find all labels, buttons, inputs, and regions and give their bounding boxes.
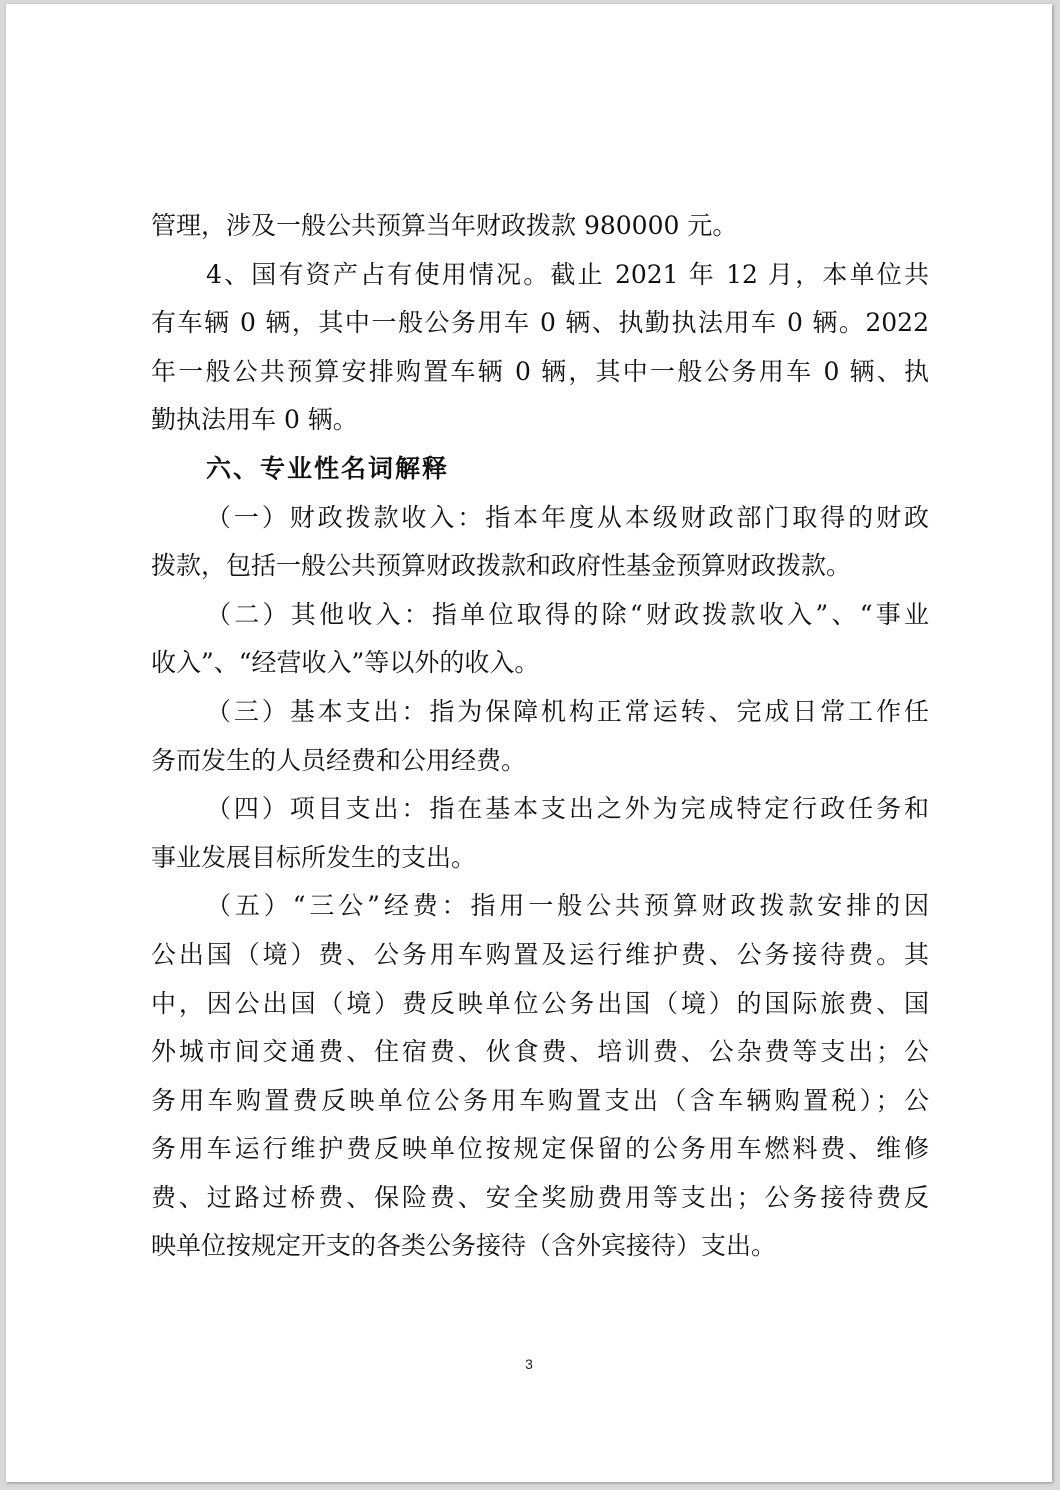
text-line: 公出国（境）费、公务用车购置及运行维护费、公务接待费。其 [151,939,929,969]
document-body [151,202,929,1271]
text-line: （二）其他收入：指单位取得的除“财政拨款收入”、“事业 [206,599,929,629]
text-line: 外城市间交通费、住宿费、伙食费、培训费、公杂费等支出；公 [151,1037,929,1067]
text-line: 有车辆 0 辆，其中一般公务用车 0 辆、执勤执法用车 0 辆。2022 [151,308,929,338]
section-heading: 六、专业性名词解释 [206,453,450,483]
text-line: 勤执法用车 0 辆。 [151,405,358,435]
text-line: 映单位按规定开支的各类公务接待（含外宾接待）支出。 [151,1231,777,1261]
text-line: 务用车运行维护费反映单位按规定保留的公务用车燃料费、维修 [151,1134,929,1164]
text-line: 收入”、“经营收入”等以外的收入。 [151,648,540,678]
page-number: 3 [525,1356,533,1372]
text-line: 中，因公出国（境）费反映单位公务出国（境）的国际旅费、国 [151,988,929,1018]
text-line: 务用车购置费反映单位公务用车购置支出（含车辆购置税）；公 [151,1085,929,1115]
text-line: （一）财政拨款收入：指本年度从本级财政部门取得的财政 [206,502,929,532]
text-line: 管理，涉及一般公共预算当年财政拨款 980000 元。 [151,211,738,240]
text-line: 4、国有资产占有使用情况。截止 2021 年 12 月，本单位共 [206,259,929,289]
text-line: （五）“三公”经费：指用一般公共预算财政拨款安排的因 [206,891,929,921]
text-line: 费、过路过桥费、保险费、安全奖励费用等支出；公务接待费反 [151,1182,929,1212]
document-page [6,4,1052,1482]
text-line: （四）项目支出：指在基本支出之外为完成特定行政任务和 [206,794,929,824]
text-line: 拨款，包括一般公共预算财政拨款和政府性基金预算财政拨款。 [151,551,852,581]
text-line: 事业发展目标所发生的支出。 [151,842,477,872]
text-line: （三）基本支出：指为保障机构正常运转、完成日常工作任 [206,696,929,726]
text-line: 务而发生的人员经费和公用经费。 [151,745,527,775]
text-line: 年一般公共预算安排购置车辆 0 辆，其中一般公务用车 0 辆、执 [151,356,929,386]
